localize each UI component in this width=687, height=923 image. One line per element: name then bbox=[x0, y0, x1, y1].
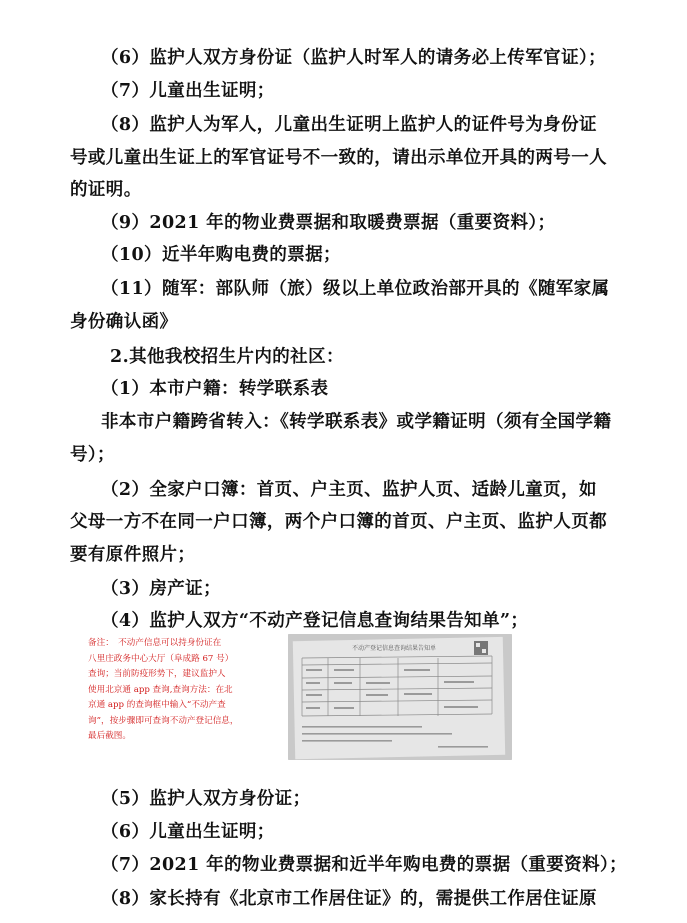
document-photo-illustration bbox=[288, 634, 512, 760]
text-line: （7）2021 年的物业费票据和近半年购电费的票据（重要资料）； bbox=[101, 855, 628, 875]
photo-title: 不动产登记信息查询结果告知单 bbox=[352, 645, 437, 652]
text-line: 的证明。 bbox=[70, 180, 142, 200]
note-line: 询”，按步骤即可查询不动产登记信息， bbox=[88, 715, 239, 726]
text-line: （11）随军：部队师（旅）级以上单位政治部开具的《随军家属 bbox=[101, 279, 610, 299]
text-line: （10）近半年购电费的票据； bbox=[101, 245, 341, 265]
text-line: （1）本市户籍：转学联系表 bbox=[101, 379, 329, 399]
text-line: （7）儿童出生证明； bbox=[101, 81, 275, 101]
note-line: 最后截图。 bbox=[88, 731, 131, 741]
text-line: （2）全家户口簿：首页、户主页、监护人页、适龄儿童页，如 bbox=[101, 480, 597, 500]
section-heading: 2.其他我校招生片内的社区： bbox=[110, 347, 344, 367]
text-line: （9）2021 年的物业费票据和取暖费票据（重要资料）； bbox=[101, 213, 556, 233]
note-line: 使用北京通 app 查询,查询方法：在北 bbox=[88, 684, 233, 695]
red-note bbox=[88, 636, 263, 745]
property-notice-photo bbox=[288, 634, 512, 760]
text-line: 号）； bbox=[70, 445, 115, 465]
text-line: 父母一方不在同一户口簿，两个户口簿的首页、户主页、监护人页都 bbox=[70, 512, 607, 532]
text-line: （6）儿童出生证明； bbox=[101, 822, 275, 842]
note-line: 京通 app 的查询框中输入“不动产查 bbox=[88, 700, 226, 710]
note-line: 八里庄政务中心大厅（阜成路 67 号） bbox=[88, 653, 234, 664]
text-line: 要有原件照片； bbox=[70, 545, 196, 565]
text-line: 非本市户籍跨省转入：《转学联系表》或学籍证明（须有全国学籍 bbox=[101, 412, 612, 432]
note-line: 查询；当前防疫形势下，建议监护人 bbox=[88, 669, 226, 679]
text-line: （8）监护人为军人，儿童出生证明上监护人的证件号为身份证 bbox=[101, 115, 597, 135]
note-line: 备注： 不动产信息可以持身份证在 bbox=[88, 638, 222, 648]
text-line: （5）监护人双方身份证； bbox=[101, 789, 311, 809]
text-line: 身份确认函》 bbox=[70, 312, 178, 332]
text-line: 号或儿童出生证上的军官证号不一致的，请出示单位开具的两号一人 bbox=[70, 148, 607, 168]
text-line: （6）监护人双方身份证（监护人时军人的请务必上传军官证）； bbox=[101, 48, 607, 68]
text-line: （3）房产证； bbox=[101, 579, 221, 599]
text-line: （8）家长持有《北京市工作居住证》的，需提供工作居住证原 bbox=[101, 889, 597, 909]
text-line: （4）监护人双方“不动产登记信息查询结果告知单”； bbox=[101, 611, 529, 631]
